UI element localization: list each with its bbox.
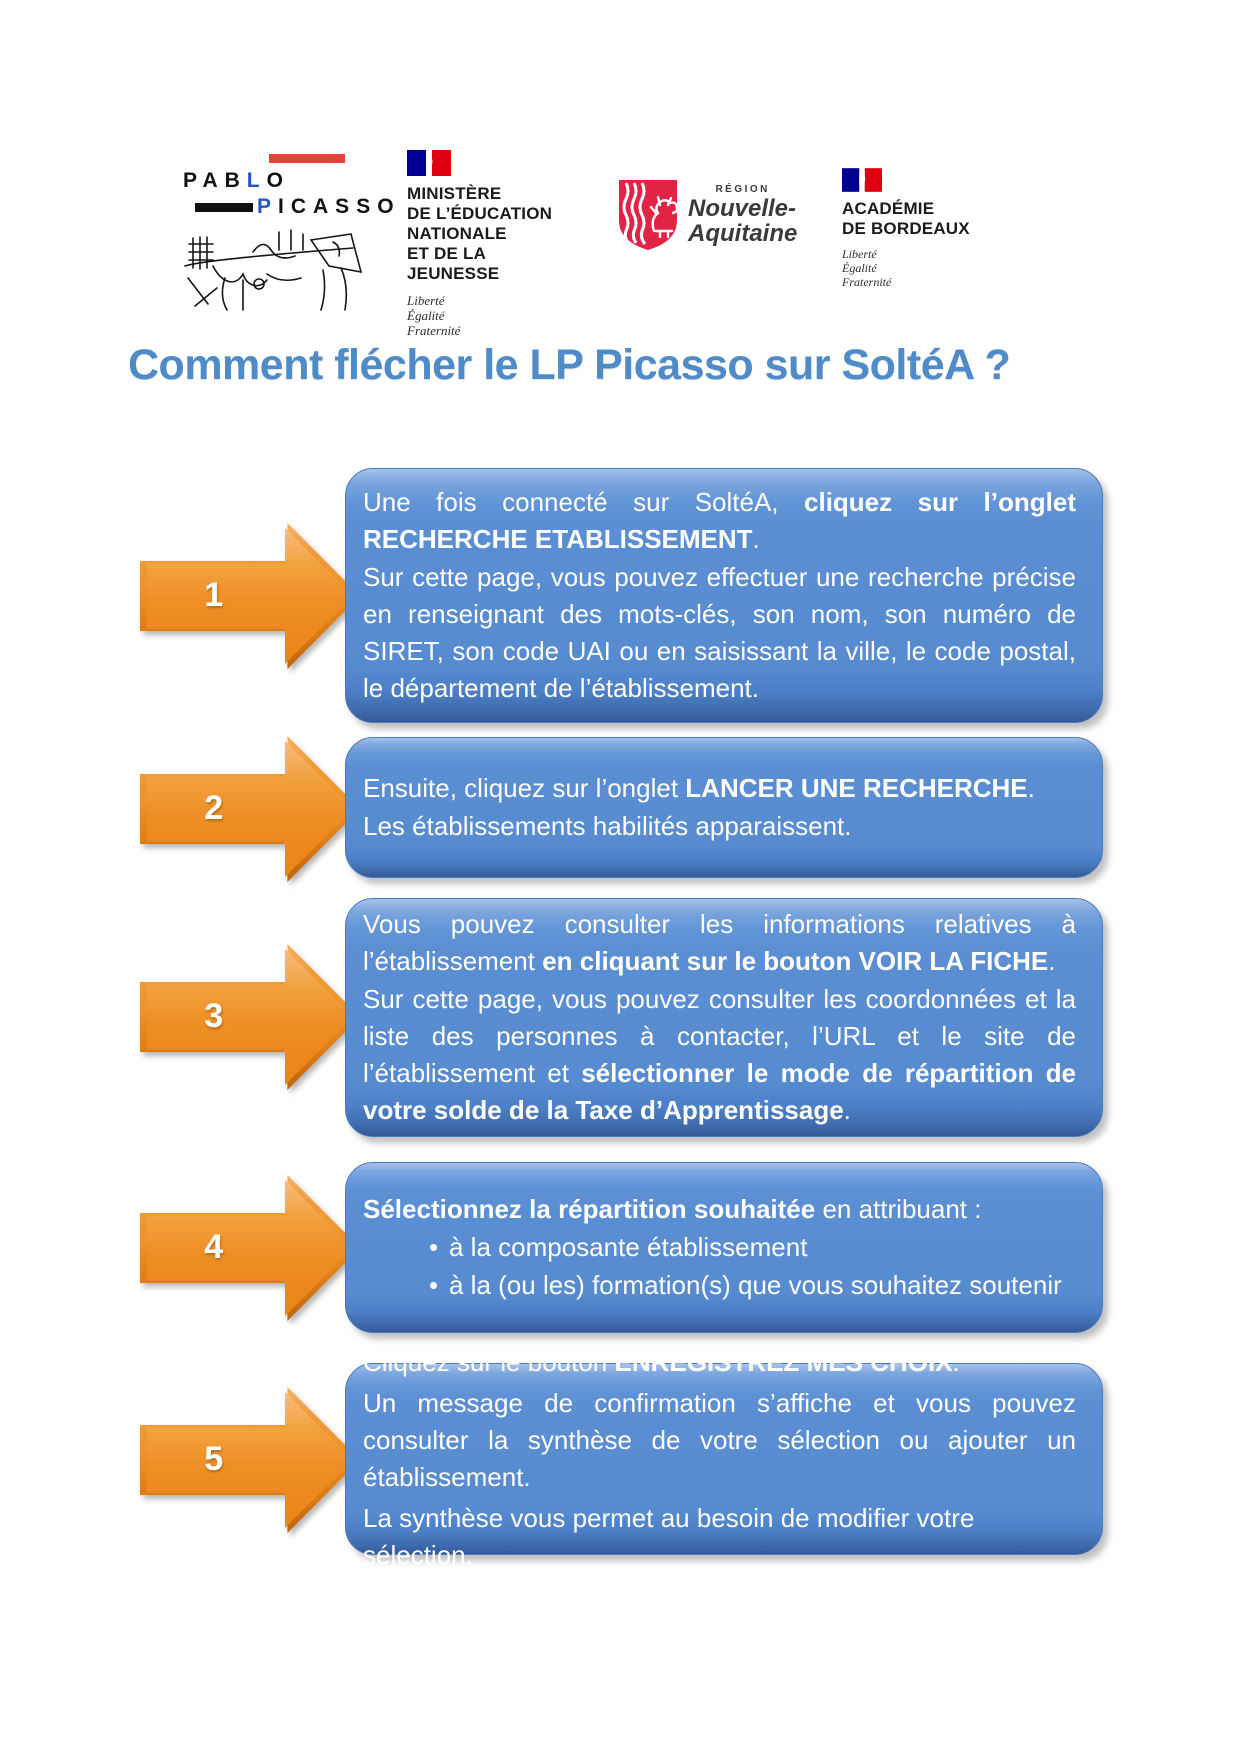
ministere-line-3: NATIONALE (407, 224, 507, 243)
picasso-logo-line2 (195, 194, 401, 220)
step-4-text (363, 1190, 1076, 1305)
picasso-black-bar (195, 203, 253, 212)
picasso-text-icasso: ICASSO (278, 195, 401, 218)
step-number: 2 (204, 789, 224, 828)
paragraph: La synthèse vous permet au besoin de modifier votre sélection. (363, 1503, 975, 1570)
step-number: 3 (204, 997, 224, 1036)
academie-motto (842, 247, 992, 289)
step-5-instructions-box (345, 1347, 1103, 1570)
motto-fraternite: Fraternité (407, 323, 461, 338)
paragraph: Ensuite, cliquez sur l’onglet LANCER UNE RECHERCHE. (363, 773, 1035, 803)
motto-egalite: Égalité (842, 261, 877, 275)
step-3-instructions-box (345, 898, 1103, 1137)
academie-line-1: ACADÉMIE (842, 199, 935, 218)
ministere-title-lines (407, 184, 577, 284)
paragraph: Sur cette page, vous pouvez consulter les coordonnées et la liste des personnes à contacter, l’URL et le site de l’établissement et sélectionner le mode de répartition de votre solde de la Taxe d’Apprentissage. (363, 984, 1076, 1125)
academie-title-lines (842, 199, 992, 239)
picasso-text-l: L (246, 169, 267, 192)
step-3-arrow-icon (140, 944, 360, 1090)
picasso-red-bar (269, 154, 345, 163)
motto-fraternite: Fraternité (842, 275, 892, 289)
bullet-item: • à la (ou les) formation(s) que vous souhaitez soutenir (363, 1267, 1076, 1304)
motto-liberte: Liberté (407, 293, 445, 308)
academie-line-2: DE BORDEAUX (842, 219, 970, 238)
region-nouvelle-aquitaine-logo (616, 170, 806, 260)
picasso-text-pab: PAB (183, 169, 247, 192)
french-flag-marianne-icon (842, 168, 882, 192)
ministere-education-logo (407, 150, 577, 338)
bullet-marker: • (429, 1232, 439, 1262)
step-2-text (363, 769, 1076, 846)
picasso-text-o: O (266, 169, 290, 192)
picasso-logo-line1 (183, 168, 290, 194)
region-wordmark (688, 184, 797, 246)
step-1-text (363, 483, 1076, 708)
region-name (688, 196, 797, 246)
paragraph: Une fois connecté sur SoltéA, cliquez sur l’onglet RECHERCHE ETABLISSEMENT. (363, 487, 1076, 554)
page-title: Comment flécher le LP Picasso sur SoltéA ? (128, 341, 1011, 389)
lp-pablo-picasso-logo (183, 146, 401, 316)
picasso-text-p: P (257, 195, 279, 218)
step-2-arrow-icon (140, 736, 360, 882)
step-1-instructions-box (345, 468, 1103, 723)
paragraph: Sélectionnez la répartition souhaitée en attribuant : (363, 1194, 982, 1224)
paragraph: Sur cette page, vous pouvez effectuer une recherche précise en renseignant des mots-clés, son nom, son numéro de SIRET, son code UAI ou en saisissant la ville, le code postal, le département de l’établissement. (363, 562, 1076, 703)
bullet-marker: • (429, 1270, 439, 1300)
step-5-arrow-icon (140, 1387, 360, 1533)
region-name-line1: Nouvelle- (688, 195, 797, 222)
region-kicker: RÉGION (715, 184, 770, 195)
academie-bordeaux-logo (842, 168, 992, 298)
motto-egalite: Égalité (407, 308, 445, 323)
step-3-text (363, 905, 1076, 1130)
region-name-line2: Aquitaine (688, 220, 798, 247)
picasso-line-drawing-icon (183, 222, 373, 314)
motto-liberte: Liberté (842, 247, 877, 261)
ministere-line-4: ET DE LA JEUNESSE (407, 244, 500, 283)
step-2-instructions-box (345, 737, 1103, 878)
paragraph: Cliquez sur le bouton ENREGISTREZ MES CHOIX. (363, 1347, 960, 1377)
paragraph: Les établissements habilités apparaissent. (363, 811, 852, 841)
step-5-text (363, 1340, 1076, 1578)
ministere-line-2: DE L’ÉDUCATION (407, 204, 553, 223)
french-flag-marianne-icon (407, 150, 451, 176)
ministere-line-1: MINISTÈRE (407, 184, 502, 203)
step-1-arrow-icon (140, 523, 360, 669)
step-number: 4 (204, 1228, 224, 1267)
bullet-item: • à la composante établissement (363, 1229, 1076, 1266)
paragraph: Vous pouvez consulter les informations relatives à l’établissement en cliquant sur le bouton VOIR LA FICHE. (363, 909, 1076, 976)
ministere-motto (407, 293, 577, 338)
paragraph: Un message de confirmation s’affiche et vous pouvez consulter la synthèse de votre sélection ou ajouter un établissement. (363, 1388, 1076, 1492)
region-shield-lion-icon (616, 177, 680, 253)
step-number: 1 (204, 576, 224, 615)
step-number: 5 (204, 1440, 224, 1479)
step-4-instructions-box (345, 1162, 1103, 1333)
step-4-arrow-icon (140, 1175, 360, 1321)
